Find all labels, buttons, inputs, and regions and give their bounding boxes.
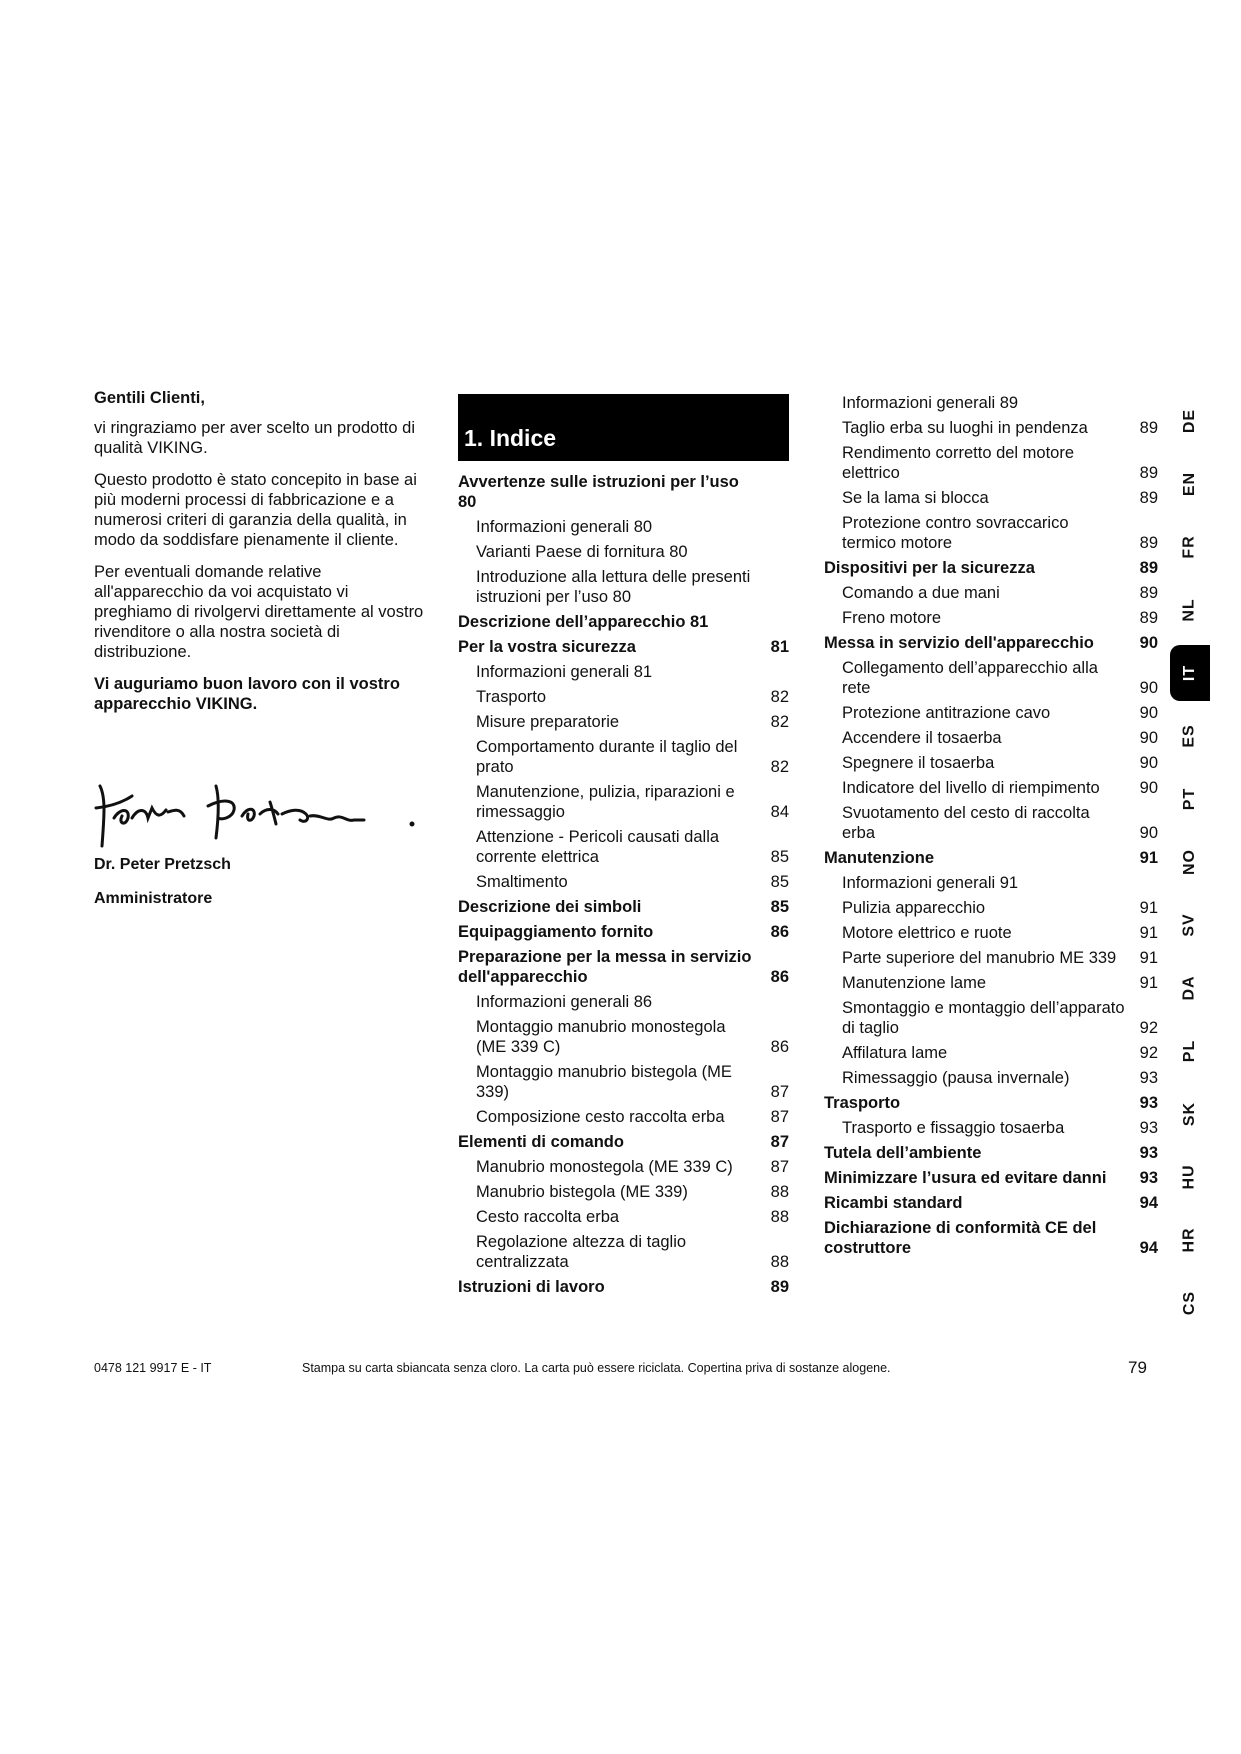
toc-entry-label: Minimizzare l’usura ed evitare danni <box>824 1169 1107 1187</box>
toc-section-entry[interactable] <box>458 1132 789 1152</box>
toc-section-entry[interactable] <box>824 1193 1158 1213</box>
toc-entry-page: 91 <box>1139 974 1158 992</box>
intro-paragraph: Per eventuali domande relative all'apparecchio da voi acquistato vi preghiamo di rivolgervi direttamente al vostro rivenditore o alla nostra società di distribuzione. <box>94 563 424 661</box>
toc-entry-label: Freno motore <box>842 609 942 627</box>
toc-entry-page: 89 <box>1139 584 1158 602</box>
toc-entry-label: Informazioni generali 86 <box>476 993 653 1011</box>
toc-entry-page: 87 <box>770 1108 789 1126</box>
language-tab-label: HR <box>1180 1227 1198 1253</box>
footer-note: Stampa su carta sbiancata senza cloro. La carta può essere riciclata. Copertina priva di sostanze alogene. <box>302 1361 891 1375</box>
language-tab-cs[interactable] <box>1170 1275 1210 1331</box>
toc-entry-label: Manubrio monostegola (ME 339 C) <box>476 1158 733 1176</box>
toc-subsection-entry[interactable] <box>458 1062 789 1102</box>
toc-entry-page: 88 <box>770 1253 789 1271</box>
language-tab-sv[interactable] <box>1170 897 1210 953</box>
toc-entry-label: Misure preparatorie <box>476 713 620 731</box>
toc-subsection-entry[interactable] <box>824 513 1158 553</box>
toc-subsection-entry[interactable] <box>824 998 1158 1038</box>
toc-entry-label: Ricambi standard <box>824 1194 963 1212</box>
toc-section-entry[interactable] <box>824 1218 1158 1258</box>
toc-entry-label: Istruzioni di lavoro <box>458 1278 605 1296</box>
toc-entry-page: 89 <box>770 1278 789 1296</box>
toc-entry-label: Montaggio manubrio monostegola (ME 339 C) <box>476 1018 726 1056</box>
language-tab-es[interactable] <box>1170 708 1210 764</box>
toc-subsection-entry[interactable] <box>458 1017 789 1057</box>
toc-subsection-entry[interactable] <box>824 898 1158 918</box>
toc-entry-page: 94 <box>1139 1194 1158 1212</box>
language-tab-hu[interactable] <box>1170 1149 1210 1205</box>
toc-subsection-entry[interactable] <box>824 1068 1158 1088</box>
toc-entry-page: 88 <box>770 1208 789 1226</box>
toc-subsection-entry[interactable] <box>458 687 789 707</box>
toc-entry-label: Svuotamento del cesto di raccolta erba <box>842 804 1090 842</box>
toc-entry-page: 93 <box>1139 1094 1158 1112</box>
toc-section-entry[interactable] <box>458 947 789 987</box>
toc-subsection-entry[interactable] <box>458 827 789 867</box>
toc-entry-label: Tutela dell’ambiente <box>824 1144 982 1162</box>
toc-entry-page: 92 <box>1139 1019 1158 1037</box>
toc-entry-label: Indicatore del livello di riempimento <box>842 779 1100 797</box>
toc-entry-page: 85 <box>770 848 789 866</box>
toc-entry-page: 88 <box>770 1183 789 1201</box>
toc-subsection-entry[interactable] <box>824 873 1158 893</box>
toc-entry-page: 87 <box>770 1158 789 1176</box>
toc-subsection-entry[interactable] <box>458 1232 789 1272</box>
toc-title: 1. Indice <box>464 425 557 451</box>
toc-entry-label: Rendimento corretto del motore elettrico <box>842 444 1075 482</box>
toc-subsection-entry[interactable] <box>458 737 789 777</box>
toc-section-entry[interactable] <box>824 633 1158 653</box>
toc-subsection-entry[interactable] <box>824 923 1158 943</box>
toc-entry-label: Accendere il tosaerba <box>842 729 1002 747</box>
toc-entry-label: Se la lama si blocca <box>842 489 989 507</box>
toc-entry-page: 86 <box>770 923 789 941</box>
language-tab-nl[interactable] <box>1170 582 1210 638</box>
language-tab-label: PL <box>1180 1039 1198 1063</box>
toc-entry-page: 93 <box>1139 1169 1158 1187</box>
toc-entry-page: 89 <box>1139 489 1158 507</box>
toc-section-entry[interactable] <box>824 1143 1158 1163</box>
toc-subsection-entry[interactable] <box>824 658 1158 698</box>
toc-entry-page: 91 <box>1139 899 1158 917</box>
intro-section <box>94 388 424 726</box>
toc-entry-label: Taglio erba su luoghi in pendenza <box>842 419 1088 437</box>
toc-entry-page: 85 <box>770 873 789 891</box>
toc-entry-page: 90 <box>1139 824 1158 842</box>
language-tab-label: NL <box>1180 598 1198 622</box>
page-number: 79 <box>1128 1358 1147 1377</box>
toc-entry-label: Avvertenze sulle istruzioni per l’uso 80 <box>458 473 739 511</box>
toc-subsection-entry[interactable] <box>458 712 789 732</box>
language-tab-label: PT <box>1180 787 1198 811</box>
toc-entry-page: 89 <box>1139 559 1158 577</box>
toc-entry-page: 90 <box>1139 634 1158 652</box>
toc-subsection-entry[interactable] <box>824 803 1158 843</box>
toc-subsection-entry[interactable] <box>824 443 1158 483</box>
toc-entry-label: Introduzione alla lettura delle presenti istruzioni per l’uso 80 <box>476 568 751 606</box>
toc-entry-label: Spegnere il tosaerba <box>842 754 995 772</box>
toc-column-middle <box>458 472 789 1302</box>
toc-entry-label: Equipaggiamento fornito <box>458 923 654 941</box>
toc-entry-label: Trasporto <box>476 688 546 706</box>
toc-entry-page: 89 <box>1139 464 1158 482</box>
toc-subsection-entry[interactable] <box>824 973 1158 993</box>
language-tab-label: EN <box>1180 471 1198 497</box>
toc-entry-label: Manutenzione <box>824 849 934 867</box>
language-tab-pl[interactable] <box>1170 1023 1210 1079</box>
language-tab-label: CS <box>1180 1290 1198 1316</box>
toc-subsection-entry[interactable] <box>458 1182 789 1202</box>
toc-subsection-entry[interactable] <box>824 1043 1158 1063</box>
toc-section-entry[interactable] <box>458 1277 789 1297</box>
intro-paragraph: Questo prodotto è stato concepito in base ai più moderni processi di fabbricazione e a numerosi criteri di garanzia della qualità, in modo da soddisfare pienamente il cliente. <box>94 471 417 549</box>
toc-subsection-entry[interactable] <box>824 753 1158 773</box>
toc-entry-label: Smontaggio e montaggio dell’apparato di taglio <box>842 999 1125 1037</box>
toc-entry-page: 87 <box>770 1083 789 1101</box>
toc-entry-label: Trasporto <box>824 1094 901 1112</box>
toc-entry-page: 90 <box>1139 729 1158 747</box>
intro-closing: Vi auguriamo buon lavoro con il vostro apparecchio VIKING. <box>94 675 400 713</box>
toc-entry-page: 91 <box>1139 924 1158 942</box>
language-tab-pt[interactable] <box>1170 771 1210 827</box>
toc-subsection-entry[interactable] <box>824 778 1158 798</box>
toc-subsection-entry[interactable] <box>824 703 1158 723</box>
toc-subsection-entry[interactable] <box>824 608 1158 628</box>
toc-subsection-entry[interactable] <box>824 1118 1158 1138</box>
toc-entry-page: 90 <box>1139 704 1158 722</box>
handwritten-signature <box>94 778 434 848</box>
toc-subsection-entry[interactable] <box>458 1107 789 1127</box>
toc-column-right <box>824 393 1158 1263</box>
toc-section-entry[interactable] <box>458 637 789 657</box>
language-tab-label: SV <box>1181 913 1198 937</box>
language-tab-label: FR <box>1180 535 1198 559</box>
language-tab-label: DA <box>1180 975 1198 1001</box>
toc-subsection-entry[interactable] <box>458 872 789 892</box>
language-tab-de[interactable] <box>1170 393 1210 449</box>
toc-subsection-entry[interactable] <box>824 583 1158 603</box>
toc-entry-label: Per la vostra sicurezza <box>458 638 636 656</box>
signer-role: Amministratore <box>94 890 213 907</box>
toc-subsection-entry[interactable] <box>458 662 789 682</box>
toc-entry-label: Parte superiore del manubrio ME 339 <box>842 949 1117 967</box>
toc-entry-label: Cesto raccolta erba <box>476 1208 620 1226</box>
toc-entry-label: Attenzione - Pericoli causati dalla corrente elettrica <box>476 828 720 866</box>
language-tab-label: ES <box>1181 724 1198 748</box>
toc-subsection-entry[interactable] <box>458 992 789 1012</box>
toc-entry-page: 85 <box>770 898 789 916</box>
toc-entry-label: Regolazione altezza di taglio centralizzata <box>476 1233 687 1271</box>
toc-entry-label: Comando a due mani <box>842 584 1000 602</box>
language-tab-label: HU <box>1180 1164 1198 1190</box>
toc-subsection-entry[interactable] <box>824 488 1158 508</box>
toc-entry-label: Affilatura lame <box>842 1044 948 1062</box>
toc-subsection-entry[interactable] <box>458 517 789 537</box>
language-tab-fr[interactable] <box>1170 519 1210 575</box>
toc-entry-page: 81 <box>770 638 789 656</box>
language-tab-label: SK <box>1180 1101 1198 1127</box>
toc-entry-page: 94 <box>1139 1239 1158 1257</box>
language-tab-da[interactable] <box>1170 960 1210 1016</box>
greeting: Gentili Clienti, <box>94 389 205 407</box>
toc-subsection-entry[interactable] <box>458 1157 789 1177</box>
language-tab-label: NO <box>1181 849 1198 875</box>
language-tab-it[interactable] <box>1170 645 1210 701</box>
language-tab-label: IT <box>1181 664 1198 682</box>
toc-entry-label: Manubrio bistegola (ME 339) <box>476 1183 688 1201</box>
toc-entry-label: Pulizia apparecchio <box>842 899 986 917</box>
toc-entry-page: 91 <box>1139 949 1158 967</box>
toc-section-entry[interactable] <box>458 922 789 942</box>
toc-entry-label: Varianti Paese di fornitura 80 <box>476 543 688 561</box>
toc-entry-page: 92 <box>1139 1044 1158 1062</box>
toc-entry-label: Montaggio manubrio bistegola (ME 339) <box>476 1063 732 1101</box>
toc-entry-label: Comportamento durante il taglio del prato <box>476 738 738 776</box>
toc-entry-label: Messa in servizio dell'apparecchio <box>824 634 1094 652</box>
toc-subsection-entry[interactable] <box>824 728 1158 748</box>
toc-entry-label: Informazioni generali 91 <box>842 874 1019 892</box>
toc-subsection-entry[interactable] <box>458 782 789 822</box>
toc-entry-page: 89 <box>1139 419 1158 437</box>
language-tab-sk[interactable] <box>1170 1086 1210 1142</box>
language-tab-no[interactable] <box>1170 834 1210 890</box>
language-tab-hr[interactable] <box>1170 1212 1210 1268</box>
toc-entry-page: 93 <box>1139 1069 1158 1087</box>
toc-entry-label: Informazioni generali 80 <box>476 518 653 536</box>
toc-entry-label: Collegamento dell’apparecchio alla rete <box>842 659 1098 697</box>
toc-entry-label: Protezione contro sovraccarico termico motore <box>842 514 1069 552</box>
toc-entry-label: Descrizione dell’apparecchio 81 <box>458 613 709 631</box>
toc-entry-page: 89 <box>1139 609 1158 627</box>
toc-subsection-entry[interactable] <box>458 1207 789 1227</box>
toc-entry-page: 89 <box>1139 534 1158 552</box>
toc-entry-label: Preparazione per la messa in servizio dell'apparecchio <box>458 948 752 986</box>
toc-entry-page: 84 <box>770 803 789 821</box>
toc-entry-page: 93 <box>1139 1119 1158 1137</box>
toc-entry-label: Motore elettrico e ruote <box>842 924 1012 942</box>
toc-header <box>458 394 789 461</box>
toc-entry-label: Rimessaggio (pausa invernale) <box>842 1069 1070 1087</box>
toc-entry-label: Dispositivi per la sicurezza <box>824 559 1035 577</box>
toc-entry-page: 82 <box>770 758 789 776</box>
toc-section-entry[interactable] <box>824 558 1158 578</box>
toc-entry-page: 93 <box>1139 1144 1158 1162</box>
document-code: 0478 121 9917 E - IT <box>94 1361 212 1375</box>
toc-entry-page: 91 <box>1139 849 1158 867</box>
toc-entry-page: 90 <box>1139 679 1158 697</box>
toc-section-entry[interactable] <box>824 1093 1158 1113</box>
toc-entry-label: Manutenzione, pulizia, riparazioni e rimessaggio <box>476 783 735 821</box>
toc-entry-label: Composizione cesto raccolta erba <box>476 1108 725 1126</box>
toc-entry-label: Dichiarazione di conformità CE del costruttore <box>824 1219 1097 1257</box>
language-tab-en[interactable] <box>1170 456 1210 512</box>
toc-entry-page: 86 <box>770 1038 789 1056</box>
toc-subsection-entry[interactable] <box>824 418 1158 438</box>
toc-entry-label: Informazioni generali 89 <box>842 394 1019 412</box>
toc-entry-label: Manutenzione lame <box>842 974 987 992</box>
toc-entry-page: 87 <box>770 1133 789 1151</box>
toc-section-entry[interactable] <box>824 1168 1158 1188</box>
toc-entry-label: Protezione antitrazione cavo <box>842 704 1051 722</box>
toc-subsection-entry[interactable] <box>824 948 1158 968</box>
toc-entry-page: 90 <box>1139 754 1158 772</box>
toc-entry-label: Descrizione dei simboli <box>458 898 642 916</box>
toc-entry-label: Trasporto e fissaggio tosaerba <box>842 1119 1065 1137</box>
signer-name: Dr. Peter Pretzsch <box>94 856 231 873</box>
toc-entry-label: Smaltimento <box>476 873 568 891</box>
toc-subsection-entry[interactable] <box>824 393 1158 413</box>
language-tab-label: DE <box>1180 408 1198 434</box>
toc-section-entry[interactable] <box>458 897 789 917</box>
toc-section-entry[interactable] <box>458 472 789 512</box>
toc-entry-page: 86 <box>770 968 789 986</box>
toc-subsection-entry[interactable] <box>458 542 789 562</box>
toc-entry-label: Elementi di comando <box>458 1133 624 1151</box>
toc-entry-page: 90 <box>1139 779 1158 797</box>
toc-entry-label: Informazioni generali 81 <box>476 663 653 681</box>
toc-subsection-entry[interactable] <box>458 567 789 607</box>
intro-paragraph: vi ringraziamo per aver scelto un prodotto di qualità VIKING. <box>94 419 415 457</box>
toc-entry-page: 82 <box>770 713 789 731</box>
toc-entry-page: 82 <box>770 688 789 706</box>
toc-section-entry[interactable] <box>824 848 1158 868</box>
toc-section-entry[interactable] <box>458 612 789 632</box>
